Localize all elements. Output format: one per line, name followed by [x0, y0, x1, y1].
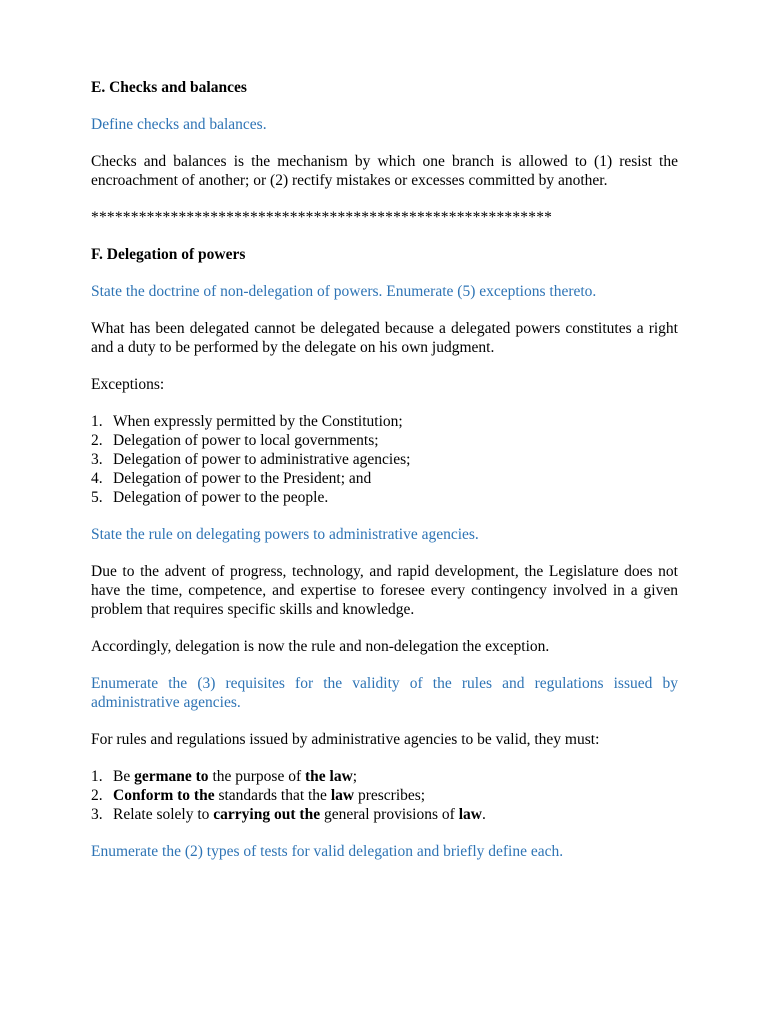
question-requisites: Enumerate the (3) requisites for the validity of the rules and regulations issued by administrative agencies. [91, 675, 678, 711]
question-non-delegation: State the doctrine of non-delegation of powers. Enumerate (5) exceptions thereto. [91, 283, 597, 300]
list-item: 1. Be germane to the purpose of the law; [91, 768, 358, 785]
question-define-checks: Define checks and balances. [91, 116, 267, 133]
section-e-heading: E. Checks and balances [91, 79, 247, 96]
answer-checks-balances: Checks and balances is the mechanism by which one branch is allowed to (1) resist the encroachment of another; or (2) rectify mistakes or excesses committed by another. [91, 153, 678, 189]
requisites-intro: For rules and regulations issued by administrative agencies to be valid, they must: [91, 731, 600, 748]
question-tests-delegation: Enumerate the (2) types of tests for valid delegation and briefly define each. [91, 843, 564, 860]
separator-line: ********************************************************** [91, 209, 553, 226]
list-item: 2. Conform to the standards that the law prescribes; [91, 787, 426, 804]
list-item: 1. When expressly permitted by the Constitution; [91, 413, 403, 430]
answer-non-delegation: What has been delegated cannot be delegated because a delegated powers constitutes a right and a duty to be performed by the delegate on his own judgment. [91, 320, 678, 356]
exceptions-list [91, 412, 678, 507]
document-page [91, 78, 678, 861]
list-item: 3. Delegation of power to administrative agencies; [91, 451, 411, 468]
list-item: 4. Delegation of power to the President; and [91, 470, 372, 487]
list-item: 5. Delegation of power to the people. [91, 489, 329, 506]
exceptions-label: Exceptions: [91, 376, 165, 393]
section-f-heading: F. Delegation of powers [91, 246, 246, 263]
question-admin-agencies: State the rule on delegating powers to administrative agencies. [91, 526, 479, 543]
answer-admin-agencies: Due to the advent of progress, technology, and rapid development, the Legislature does not have the time, competence, and expertise to foresee every contingency involved in a given problem that requires specific skills and knowledge. [91, 563, 678, 618]
list-item: 2. Delegation of power to local governments; [91, 432, 379, 449]
answer-delegation-rule: Accordingly, delegation is now the rule and non-delegation the exception. [91, 638, 550, 655]
requisites-list [91, 767, 678, 824]
list-item: 3. Relate solely to carrying out the general provisions of law. [91, 806, 486, 823]
